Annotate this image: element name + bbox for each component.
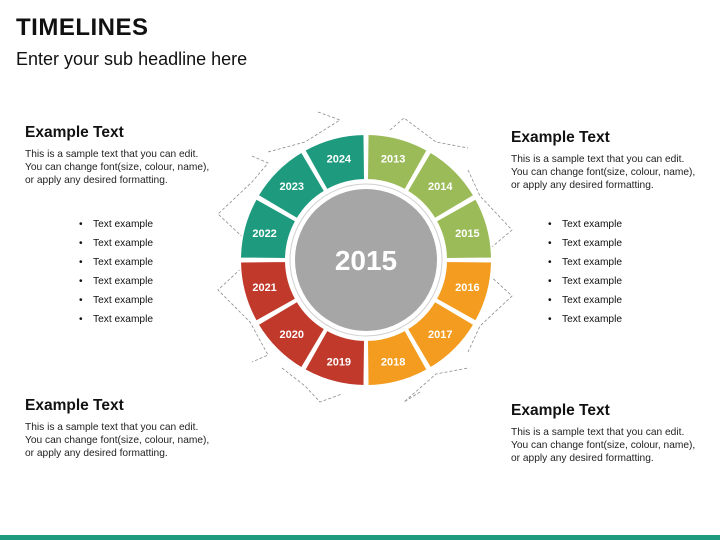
block-heading: Example Text <box>511 129 610 146</box>
page-title: TIMELINES <box>16 14 149 41</box>
block-heading: Example Text <box>25 397 124 414</box>
footer-bar <box>0 535 720 540</box>
list-item: • Text example <box>79 291 153 310</box>
list-item: • Text example <box>548 253 622 272</box>
block-body: This is a sample text that you can edit. You can change font(size, colour, name), or apply any desired formatting. <box>25 422 210 459</box>
segment-label: 2013 <box>380 153 406 166</box>
segment-label: 2021 <box>252 282 277 295</box>
list-item: • Text example <box>548 272 622 291</box>
segment-label: 2018 <box>380 356 406 369</box>
block-body: This is a sample text that you can edit. You can change font(size, colour, name), or apply any desired formatting. <box>511 427 696 464</box>
list-item: • Text example <box>548 215 622 234</box>
segment-label: 2016 <box>455 282 480 295</box>
segment-label: 2017 <box>428 329 453 342</box>
list-item: • Text example <box>548 310 622 329</box>
segment-label: 2015 <box>455 227 480 240</box>
list-item: • Text example <box>548 234 622 253</box>
segment-label: 2024 <box>326 153 352 166</box>
block-heading: Example Text <box>511 402 610 419</box>
page-subtitle: Enter your sub headline here <box>16 49 248 69</box>
list-item: • Text example <box>79 272 153 291</box>
block-heading: Example Text <box>25 124 124 141</box>
segment-label: 2023 <box>279 180 304 193</box>
segment-label: 2020 <box>279 329 304 342</box>
list-item: • Text example <box>79 234 153 253</box>
block-body: This is a sample text that you can edit. You can change font(size, colour, name), or apply any desired formatting. <box>511 154 696 191</box>
center-year: 2015 <box>334 245 398 276</box>
block-body: This is a sample text that you can edit. You can change font(size, colour, name), or apply any desired formatting. <box>25 149 210 186</box>
segment-label: 2022 <box>252 227 277 240</box>
segment-label: 2014 <box>428 180 453 193</box>
list-item: • Text example <box>79 215 153 234</box>
list-item: • Text example <box>79 310 153 329</box>
list-item: • Text example <box>79 253 153 272</box>
list-item: • Text example <box>548 291 622 310</box>
segment-label: 2019 <box>326 356 352 369</box>
